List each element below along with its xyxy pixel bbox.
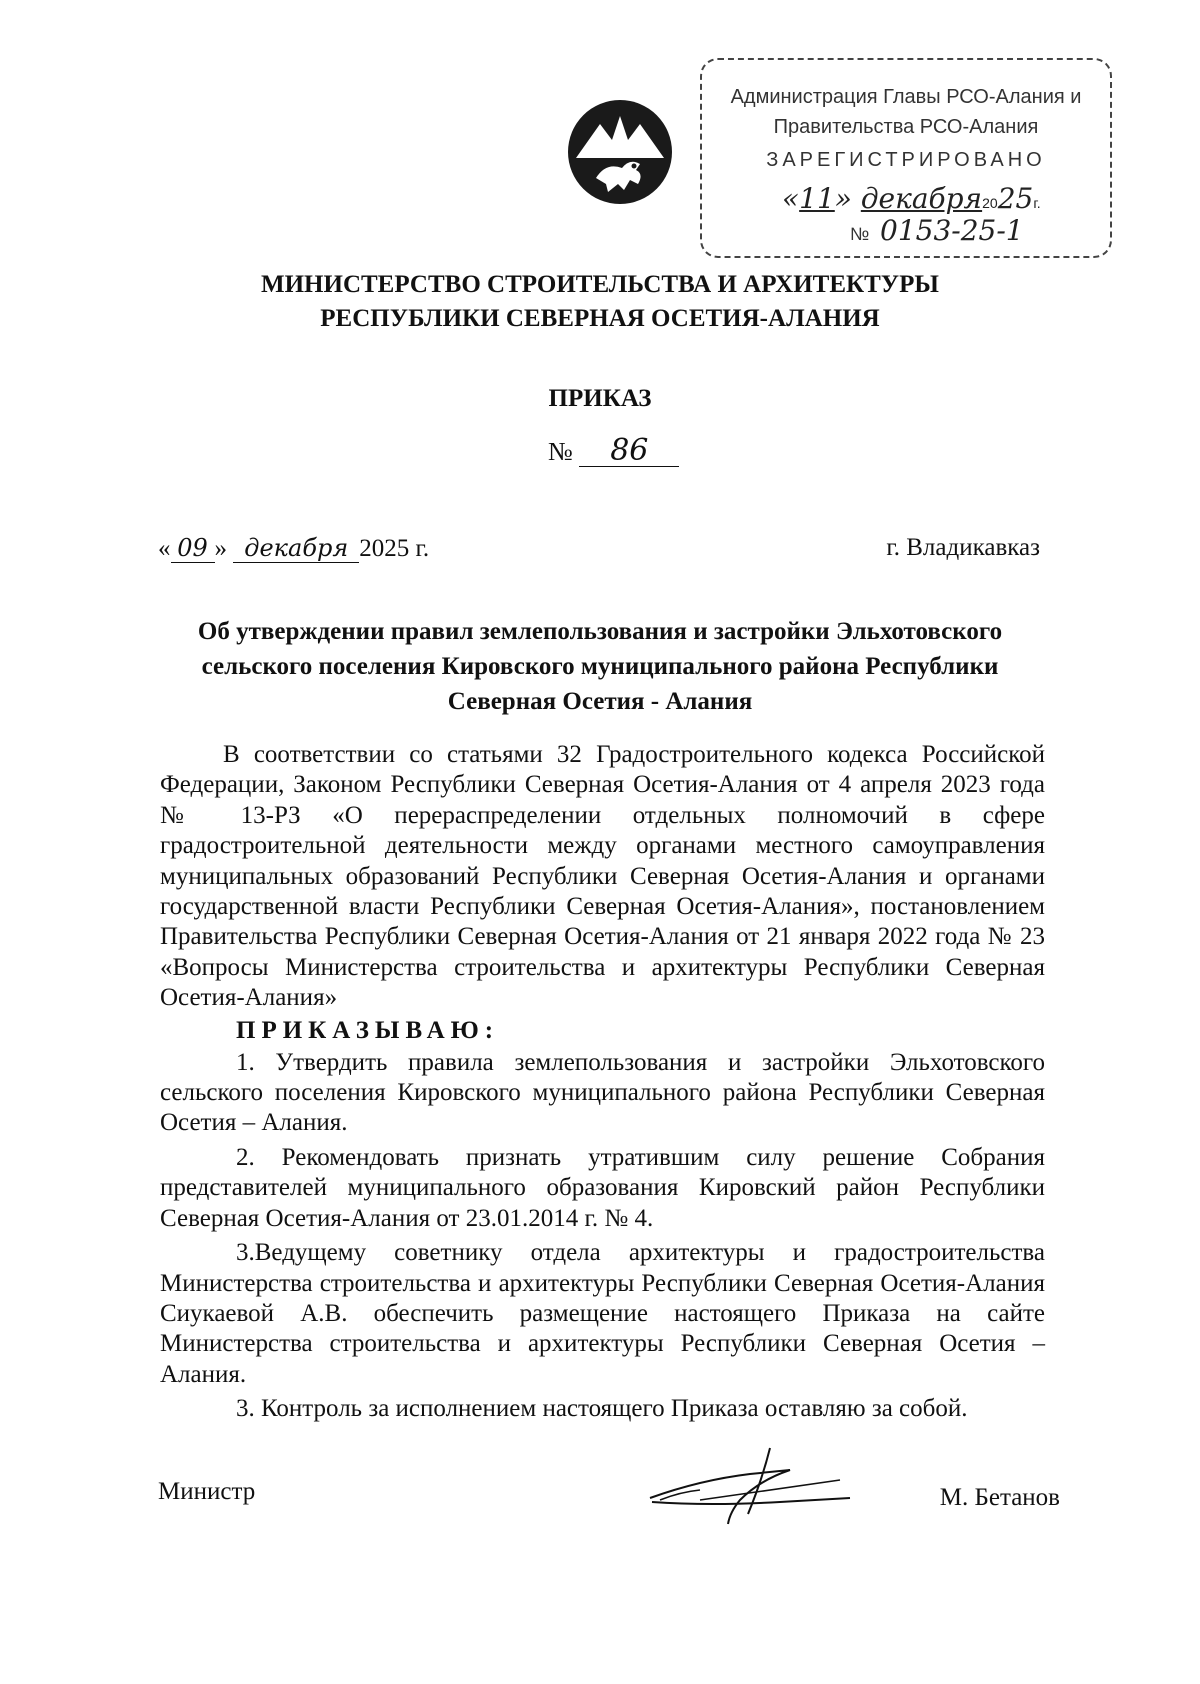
registration-stamp <box>700 58 1112 258</box>
order-city: г. Владикавказ <box>886 534 1040 561</box>
signatory-name: М. Бетанов <box>939 1484 1060 1511</box>
order-date: « 09 » декабря 2025 г. <box>158 534 430 562</box>
order-item-1: 1. Утвердить правила землепользования и застройки Эльхотовского сельского поселения Кировского муниципального района Республики Северная Осетия – Алания. <box>160 1048 1045 1137</box>
stamp-organization: Администрация Главы РСО-Алания и Правительства РСО-Алания <box>730 86 1082 138</box>
order-number: № 86 <box>548 436 679 467</box>
ministry-header: МИНИСТЕРСТВО СТРОИТЕЛЬСТВА И АРХИТЕКТУРЫ РЕСПУБЛИКИ СЕВЕРНАЯ ОСЕТИЯ-АЛАНИЯ <box>261 271 939 332</box>
stamp-number: 0153-25-1 <box>880 214 1024 247</box>
order-item-3: 3.Ведущему советнику отдела архитектуры и градостроительства Министерства строительства и архитектуры Республики Северная Осетия-Алания Сиукаевой А.В. обеспечить размещение настоящего Приказа на сайте Министерства строительства и архитектуры Республики Северная Осетия – Алания. <box>160 1239 1045 1388</box>
order-body <box>160 740 1045 1425</box>
document-type: ПРИКАЗ <box>548 385 652 412</box>
stamp-status: ЗАРЕГИСТРИРОВАНО <box>766 149 1046 171</box>
stamp-number-label: № <box>850 224 870 244</box>
coat-of-arms-icon <box>566 98 674 206</box>
handwritten-signature-icon <box>640 1440 870 1530</box>
order-heading: ПРИКАЗЫВАЮ: <box>236 1016 500 1044</box>
order-subject: Об утверждении правил землепользования и застройки Эльхотовского сельского поселения Кировского муниципального района Республики Северная Осетия - Алания <box>197 618 1003 715</box>
order-item-2: 2. Рекомендовать признать утратившим силу решение Собрания представителей муниципального образования Кировский район Республики Северная Осетия-Алания от 23.01.2014 г. № 4. <box>160 1143 1045 1232</box>
order-number-value: 86 <box>579 436 679 467</box>
order-item-4: 3. Контроль за исполнением настоящего Приказа оставляю за собой. <box>236 1395 968 1423</box>
signatory-title: Министр <box>158 1478 256 1505</box>
preamble-paragraph: В соответствии со статьями 32 Градостроительного кодекса Российской Федерации, Законом Республики Северная Осетия-Алания от 4 апреля 2023 года № 13-РЗ «О перераспределении отдельных полномочий в сфере градостроительной деятельности между органами местного самоуправления муниципальных образований Республики Северная Осетия-Алания и органами государственной власти Республики Северная Осетия-Алания», постановлением Правительства Республики Северная Осетия-Алания от 21 января 2022 года № 23 «Вопросы Министерства строительства и архитектуры Республики Северная Осетия-Алания» <box>160 741 1045 1012</box>
stamp-date: «11» декабря2025г. <box>782 182 1041 215</box>
